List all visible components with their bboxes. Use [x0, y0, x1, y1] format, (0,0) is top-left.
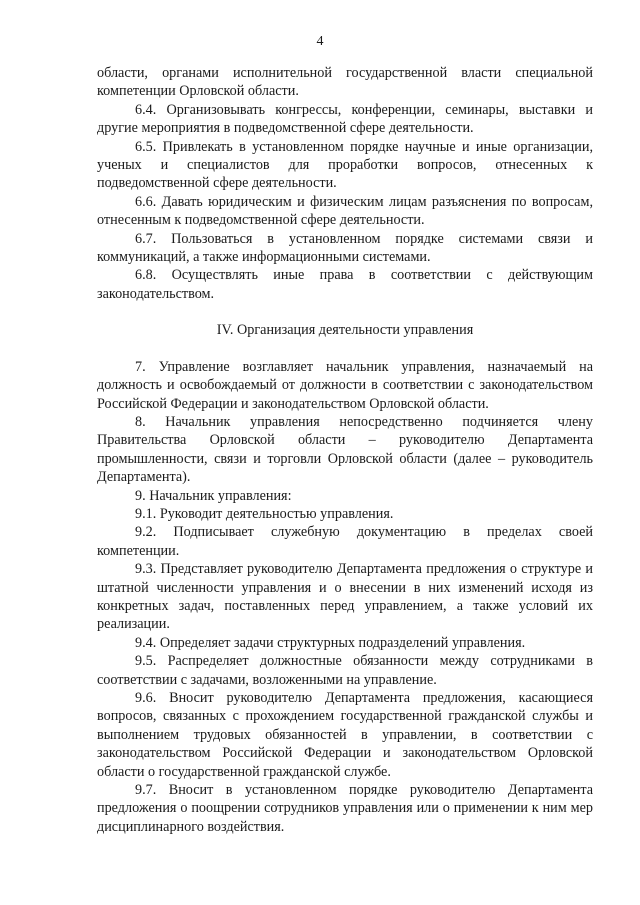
paragraph-9-7: 9.7. Вносит в установленном порядке руководителю Департамента предложения о поощрении сотрудников управления или о применении к ним мер дисциплинарного воздействия. — [97, 782, 593, 835]
paragraph-6-6: 6.6. Давать юридическим и физическим лицам разъяснения по вопросам, отнесенным к подведомственной сфере деятельности. — [97, 193, 593, 229]
page-number: 4 — [316, 34, 324, 49]
paragraph-9-1: 9.1. Руководит деятельностью управления. — [135, 505, 394, 522]
paragraph-7: 7. Управление возглавляет начальник управления, назначаемый на должность и освобождаемый от должности в соответствии с законодательством Российской Федерации и законодательством Орловской области. — [97, 358, 593, 412]
paragraph-9-6: 9.6. Вносит руководителю Департамента предложения, касающиеся вопросов, связанных с прохождением государственной гражданской службы и выполнением трудовых обязанностей в управлении, в соответствии с законодательством Российской Федерации и законодательством Орловской области о государственной гражданской службе. — [97, 690, 593, 780]
section-heading: IV. Организация деятельности управления — [216, 322, 474, 339]
paragraph-6-4: 6.4. Организовывать конгрессы, конференции, семинары, выставки и другие мероприятия в подведомственной сфере деятельности. — [97, 101, 593, 137]
paragraph-6-7: 6.7. Пользоваться в установленном порядке системами связи и коммуникаций, а также информационными системами. — [97, 230, 593, 266]
paragraph-9-4: 9.4. Определяет задачи структурных подразделений управления. — [135, 634, 526, 651]
paragraph-9: 9. Начальник управления: — [135, 487, 292, 504]
paragraph-continuation: области, органами исполнительной государственной власти специальной компетенции Орловской области. — [97, 65, 593, 100]
document-body — [97, 64, 593, 836]
paragraph-6-5: 6.5. Привлекать в установленном порядке научные и иные организации, ученых и специалистов для проработки вопросов, отнесенных к подведомственной сфере деятельности. — [97, 138, 593, 192]
paragraph-9-5: 9.5. Распределяет должностные обязанности между сотрудниками в соответствии с задачами, возложенными на управление. — [97, 653, 593, 688]
paragraph-9-3: 9.3. Представляет руководителю Департамента предложения о структуре и штатной численности управления и о внесении в них изменений исходя из конкретных задач, поставленных перед управлением, а также условий их реализации. — [97, 561, 593, 633]
paragraph-9-2: 9.2. Подписывает служебную документацию в пределах своей компетенции. — [97, 524, 593, 559]
paragraph-6-8: 6.8. Осуществлять иные права в соответствии с действующим законодательством. — [97, 267, 593, 302]
paragraph-8: 8. Начальник управления непосредственно подчиняется члену Правительства Орловской области – руководителю Департамента промышленности, связи и торговли Орловской области (далее – руководитель Департамента). — [97, 413, 593, 486]
